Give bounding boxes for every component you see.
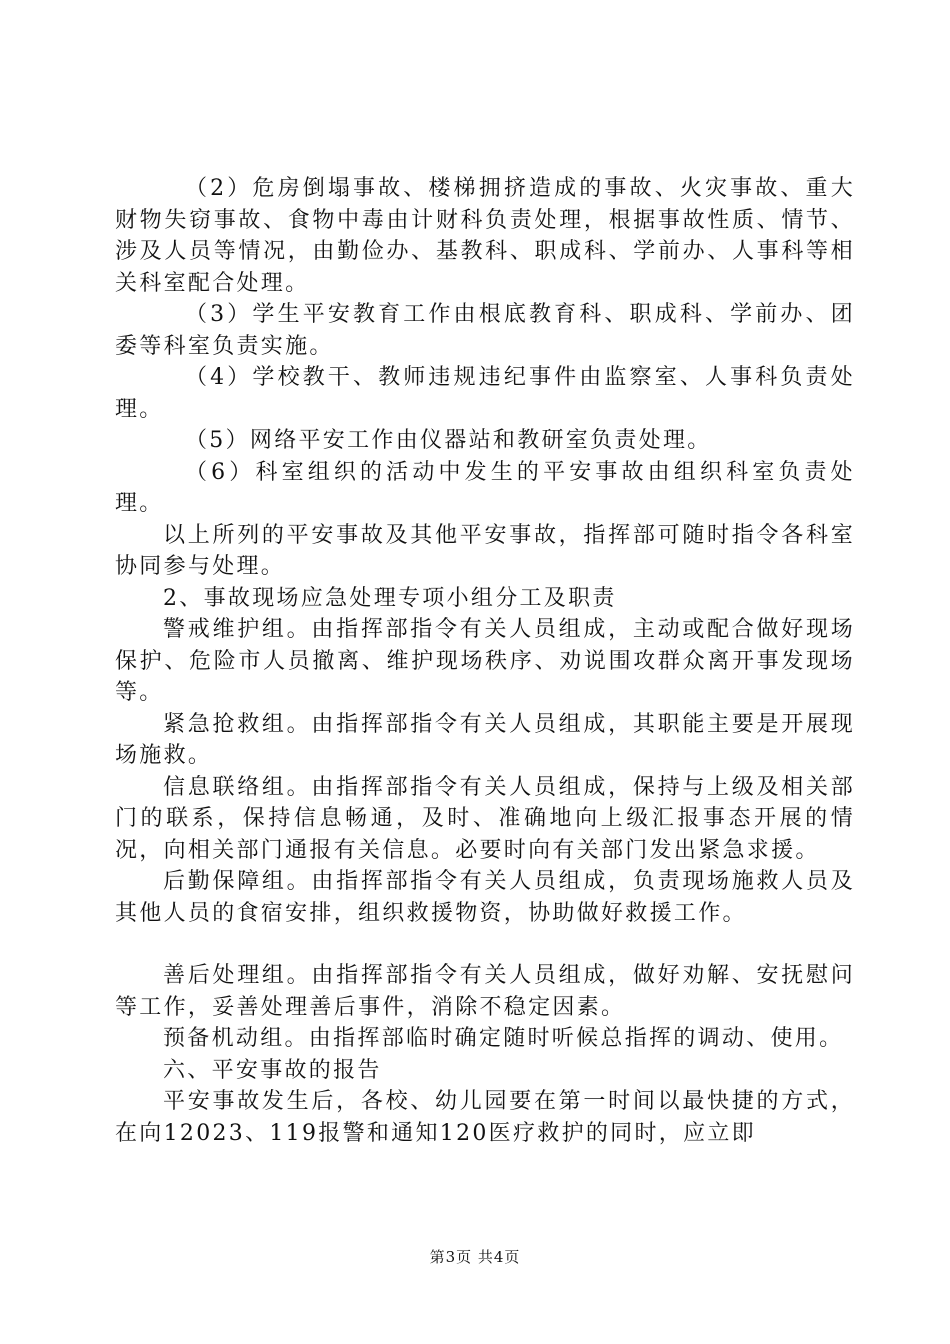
paragraph-liaison-group: 信息联络组。由指挥部指令有关人员组成，保持与上级及相关部门的联系，保持信息畅通，及时、准确地向上级汇报事态开展的情况，向相关部门通报有关信息。必要时向有关部门发出紧急求援。 [115,774,855,863]
paragraph-aftermath-group: 善后处理组。由指挥部指令有关人员组成，做好劝解、安抚慰问等工作，妥善处理善后事件，消除不稳定因素。 [115,963,855,1020]
paragraph-rescue-group: 紧急抢救组。由指挥部指令有关人员组成，其职能主要是开展现场施救。 [115,711,855,768]
paragraph-activity-accident-6: （6）科室组织的活动中发生的平安事故由组织科室负责处理。 [115,459,855,516]
page-number: 第3页 共4页 [429,1248,521,1266]
paragraph-reporting: 平安事故发生后，各校、幼儿园要在第一时间以最快捷的方式，在向12023、119报警和通知120医疗救护的同时，应立即 [115,1089,855,1146]
paragraph-guard-group: 警戒维护组。由指挥部指令有关人员组成，主动或配合做好现场保护、危险市人员撤离、维护现场秩序、劝说围攻群众离开事发现场等。 [115,617,855,705]
section-heading-reporting: 六、平安事故的报告 [163,1057,382,1083]
paragraph-accident-handling-2: （2）危房倒塌事故、楼梯拥挤造成的事故、火灾事故、重大财物失窃事故、食物中毒由计财科负责处理，根据事故性质、情节、涉及人员等情况，由勤俭办、基教科、职成科、学前办、人事科等相关科室配合处理。 [115,176,855,296]
document-body [115,173,855,1149]
paragraph-reserve-group: 预备机动组。由指挥部临时确定随时听候总指挥的调动、使用。 [163,1026,844,1051]
paragraph-discipline-4: （4）学校教干、教师违规违纪事件由监察室、人事科负责处理。 [115,365,855,422]
section-heading-groups: 2、事故现场应急处理专项小组分工及职责 [163,585,617,611]
paragraph-logistics-group: 后勤保障组。由指挥部指令有关人员组成，负责现场施救人员及其他人员的食宿安排，组织救援物资，协助做好救援工作。 [115,869,855,926]
paragraph-network-safety-5: （5）网络平安工作由仪器站和教研室负责处理。 [185,428,712,453]
paragraph-command-coordination: 以上所列的平安事故及其他平安事故，指挥部可随时指令各科室协同参与处理。 [115,522,855,579]
paragraph-safety-education-3: （3）学生平安教育工作由根底教育科、职成科、学前办、团委等科室负责实施。 [115,302,855,359]
